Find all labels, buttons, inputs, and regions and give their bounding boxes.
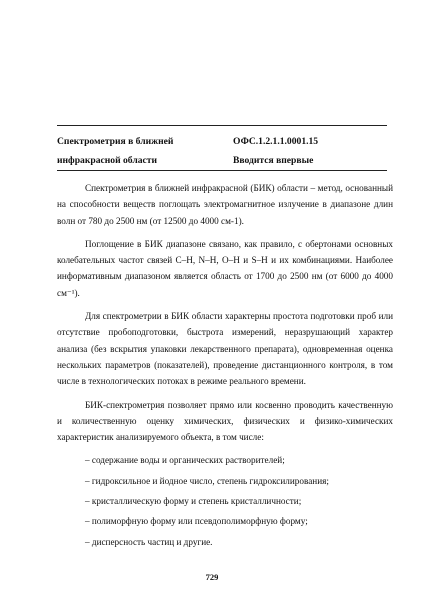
list-item: – содержание воды и органических растворителей; [85,455,285,466]
list-item: – полиморфную форму или псевдополиморфную форму; [85,516,308,527]
paragraph-definition: Спектрометрия в ближней инфракрасной (БИК) области – метод, основанный на способности веществ поглощать электромагнитное излучение в диапазоне длин волн от 780 до 2500 нм (от 12500 до 4000 см-1). [57,183,393,226]
paragraph-advantages: Для спектрометрии в БИК области характерны простота подготовки проб или отсутствие пробоподготовки, быстрота измерений, неразрушающий характер анализа (без вскрытия упаковки лекарственного препарата), одновременная оценка нескольких параметров (показателей), проведение дистанционного контроля, в том числе в технологических потоках в режиме реального времени. [57,311,393,387]
document-body [57,180,393,554]
header-code [233,132,393,170]
header-title-line-1: Спектрометрия в ближней [57,136,174,147]
paragraph-applications: БИК-спектрометрия позволяет прямо или косвенно проводить качественную и количественную оценку химических, физических и физико-химических характеристик анализируемого объекта, в том числе: [57,399,393,443]
applications-list [57,452,393,549]
header-title [57,132,217,170]
page-number: 729 [205,572,219,582]
list-item: – дисперсность частиц и другие. [85,536,213,547]
list-item: – кристаллическую форму и степень кристалличности; [85,496,302,507]
header-top-rule [57,125,387,126]
paragraph-absorption: Поглощение в БИК диапазоне связано, как правило, с обертонами основных колебательных частот связей C–H, N–H, O–H и S–H и их комбинациями. Наиболее информативным диапазоном является область от 1700 до 2500 нм (от 6000 до 4000 см⁻¹). [57,238,393,298]
header-code-line: ОФС.1.2.1.1.0001.15 [233,136,319,147]
header-status-line: Вводится впервые [233,155,314,166]
header-bottom-rule [57,170,387,171]
header-title-line-2: инфракрасной области [57,155,158,166]
list-item: – гидроксильное и йодное число, степень гидроксилирования; [85,475,329,486]
